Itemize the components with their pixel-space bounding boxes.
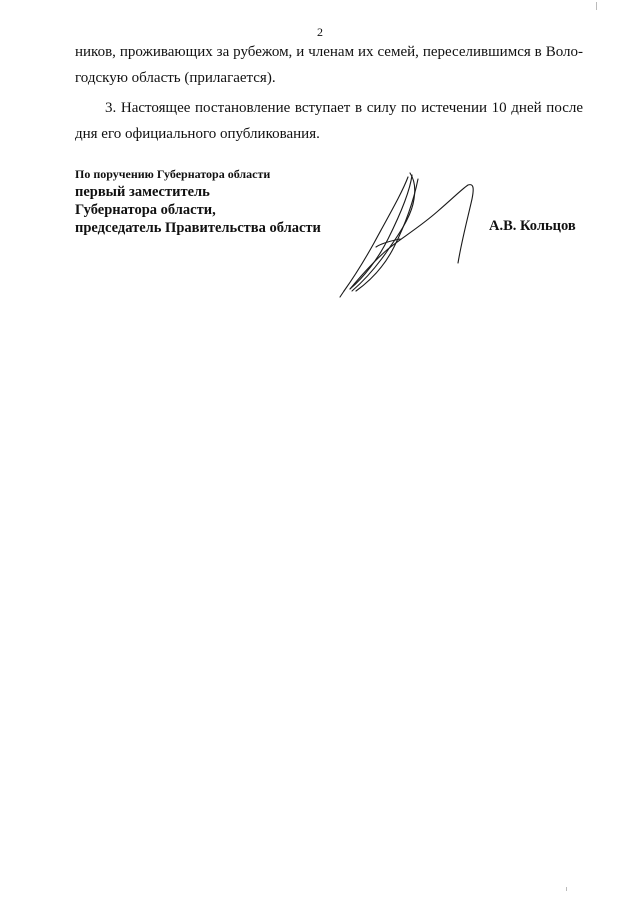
signer-name: А.В. Кольцов: [489, 218, 576, 234]
handwritten-signature: [330, 165, 480, 300]
signature-block-line: По поручению Губернатора области: [75, 167, 271, 181]
page-number: 2: [317, 25, 323, 39]
signature-block-line: первый заместитель: [75, 184, 210, 200]
signature-block-line: Губернатора области,: [75, 202, 216, 218]
body-line: ников, проживающих за рубежом, и членам их семей, переселившимся в Воло-: [75, 44, 583, 60]
scan-speck: [596, 2, 597, 10]
signature-block-line: председатель Правительства области: [75, 220, 321, 236]
paragraph-3-line: 3. Настоящее постановление вступает в силу по истечении 10 дней после: [105, 100, 583, 116]
scan-speck: [566, 887, 567, 891]
paragraph-3-line: дня его официального опубликования.: [75, 126, 320, 142]
body-line: годскую область (прилагается).: [75, 70, 276, 86]
signature-block: [75, 165, 321, 237]
